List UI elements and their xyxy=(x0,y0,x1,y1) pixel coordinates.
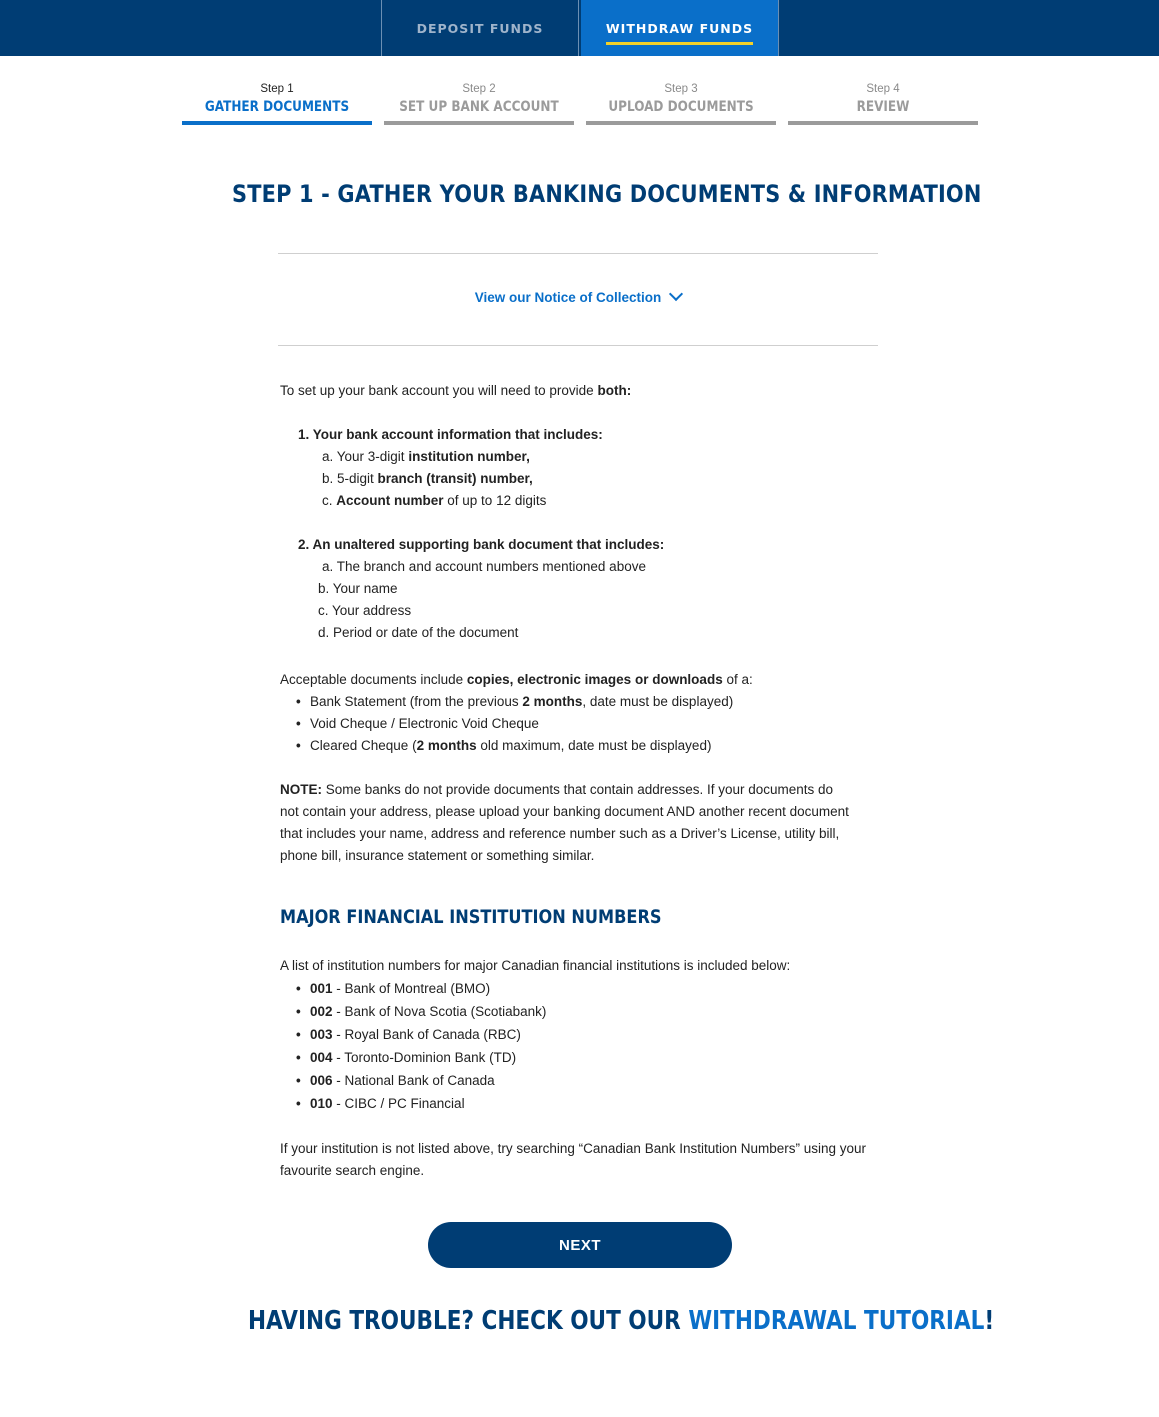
step-upload-documents[interactable] xyxy=(586,80,776,125)
step-number: Step 4 xyxy=(866,83,900,95)
note-text: NOTE: Some banks do not provide documents that contain addresses. If your documents do not contain your address, please upload your banking document AND another recent document that includes your name, address and reference number such as a Driver’s License, utility bill, phone bill, insurance statement or something similar. xyxy=(280,782,849,863)
institution-numbers-heading: MAJOR FINANCIAL INSTITUTION NUMBERS xyxy=(280,906,662,928)
list-item: • Void Cheque / Electronic Void Cheque xyxy=(296,713,900,735)
list-item: • 002 - Bank of Nova Scotia (Scotiabank) xyxy=(296,1000,900,1023)
tab-deposit-funds-label: DEPOSIT FUNDS xyxy=(416,20,544,36)
tab-deposit-funds[interactable] xyxy=(381,0,579,56)
list-item: • 001 - Bank of Montreal (BMO) xyxy=(296,977,900,1000)
chevron-down-icon xyxy=(669,287,683,301)
step-number: Step 3 xyxy=(664,83,698,95)
list-item: 1. Your bank account information that includes: xyxy=(298,427,603,442)
step-gather-documents[interactable] xyxy=(182,80,372,125)
intro-text: To set up your bank account you will need to provide both: xyxy=(280,383,632,398)
step-number: Step 2 xyxy=(462,83,496,95)
list-item: c. Account number of up to 12 digits xyxy=(322,493,547,508)
step-set-up-bank-account[interactable] xyxy=(384,80,574,125)
institution-numbers-section xyxy=(280,954,900,1182)
trouble-banner: HAVING TROUBLE? CHECK OUT OUR WITHDRAWAL TUTORIAL! xyxy=(248,1306,995,1336)
institution-list xyxy=(280,977,900,1115)
divider xyxy=(278,253,878,254)
step-name: SET UP BANK ACCOUNT xyxy=(399,99,559,115)
tab-withdraw-funds[interactable] xyxy=(581,0,779,56)
page-title: STEP 1 - GATHER YOUR BANKING DOCUMENTS & INFORMATION xyxy=(232,180,982,208)
notice-of-collection-label: View our Notice of Collection xyxy=(474,290,662,305)
list-item: b. Your name xyxy=(318,581,398,596)
list-item: a. Your 3-digit institution number, xyxy=(322,449,530,464)
step-name: REVIEW xyxy=(856,99,910,115)
institution-intro: A list of institution numbers for major Canadian financial institutions is included below: xyxy=(280,958,791,973)
list-item: 2. An unaltered supporting bank document that includes: xyxy=(298,537,665,552)
acceptable-documents-list xyxy=(280,691,900,757)
list-item: • Bank Statement (from the previous 2 months, date must be displayed) xyxy=(296,691,900,713)
step-review[interactable] xyxy=(788,80,978,125)
list-item: a. The branch and account numbers mentioned above xyxy=(322,559,646,574)
requirements-section xyxy=(280,380,900,867)
list-item: • 010 - CIBC / PC Financial xyxy=(296,1092,900,1115)
withdrawal-tutorial-link[interactable]: WITHDRAWAL TUTORIAL xyxy=(688,1306,985,1336)
list-item: • 006 - National Bank of Canada xyxy=(296,1069,900,1092)
list-item: d. Period or date of the document xyxy=(318,625,519,640)
acceptable-documents-text: Acceptable documents include copies, electronic images or downloads of a: xyxy=(280,672,753,687)
next-button[interactable]: NEXT xyxy=(428,1222,732,1268)
list-item: • 003 - Royal Bank of Canada (RBC) xyxy=(296,1023,900,1046)
list-item: • 004 - Toronto-Dominion Bank (TD) xyxy=(296,1046,900,1069)
step-number: Step 1 xyxy=(260,83,294,95)
step-name: UPLOAD DOCUMENTS xyxy=(608,99,754,115)
top-navigation-bar xyxy=(0,0,1159,56)
list-item: b. 5-digit branch (transit) number, xyxy=(322,471,533,486)
divider xyxy=(278,345,878,346)
list-item: c. Your address xyxy=(318,603,412,618)
list-item: • Cleared Cheque (2 months old maximum, date must be displayed) xyxy=(296,735,900,757)
step-name: GATHER DOCUMENTS xyxy=(204,99,350,115)
tab-withdraw-funds-label: WITHDRAW FUNDS xyxy=(605,20,754,36)
notice-of-collection-toggle[interactable] xyxy=(278,290,878,305)
institution-footer-text: If your institution is not listed above, try searching “Canadian Bank Institution Numbers” using your favourite search engine. xyxy=(280,1141,867,1178)
